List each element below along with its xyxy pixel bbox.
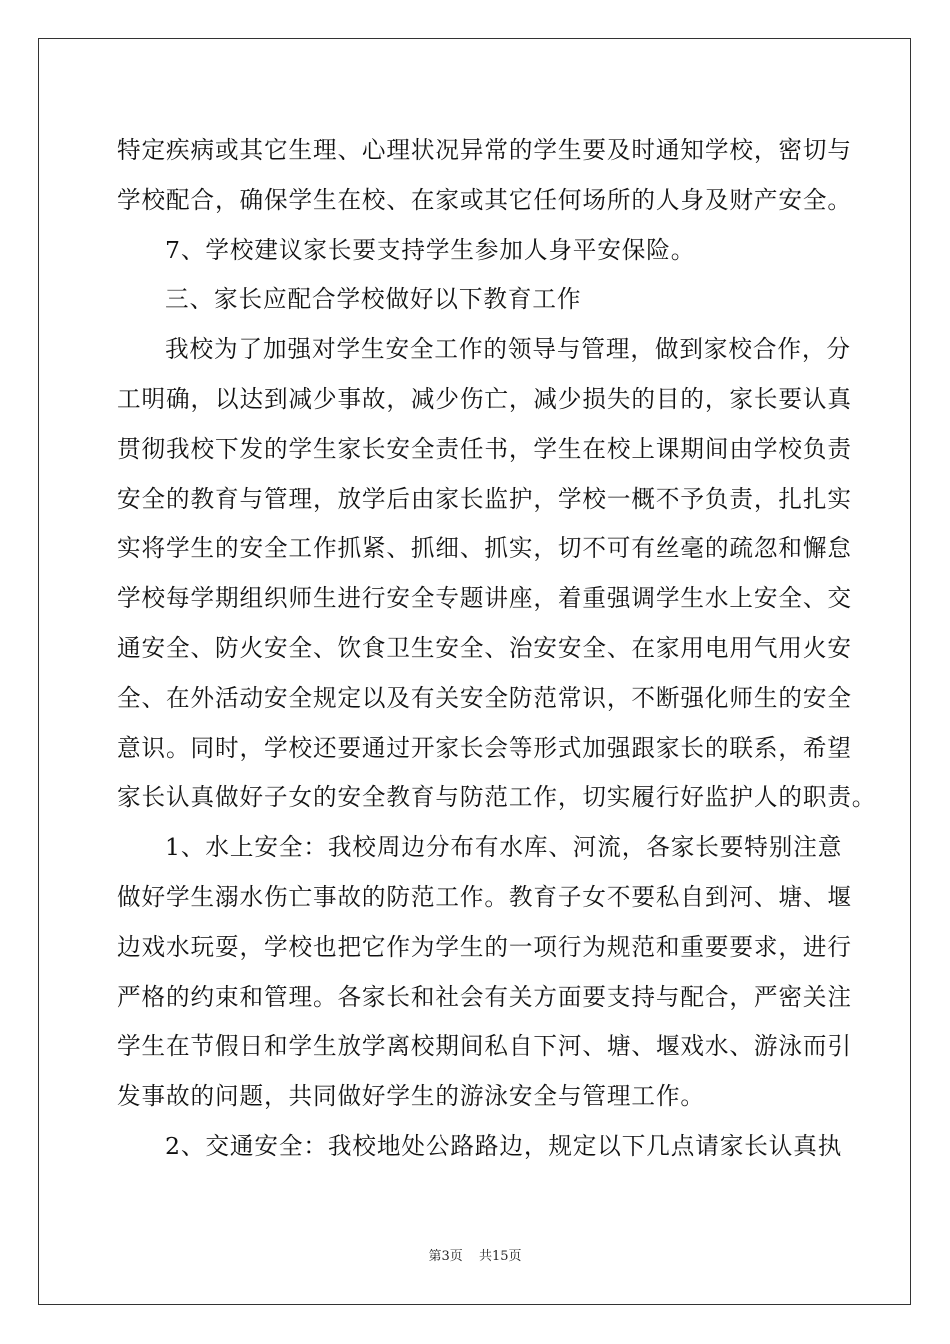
text-line: 发事故的问题，共同做好学生的游泳安全与管理工作。 — [117, 1082, 705, 1111]
text-line: 1、水上安全：我校周边分布有水库、河流，各家长要特别注意 — [165, 833, 843, 862]
text-line: 全、在外活动安全规定以及有关安全防范常识，不断强化师生的安全 — [117, 683, 852, 712]
text-line: 我校为了加强对学生安全工作的领导与管理，做到家校合作，分 — [165, 335, 851, 364]
text-line: 三、家长应配合学校做好以下教育工作 — [165, 285, 582, 314]
text-line: 做好学生溺水伤亡事故的防范工作。教育子女不要私自到河、塘、堰 — [117, 882, 852, 911]
text-line: 学校配合，确保学生在校、在家或其它任何场所的人身及财产安全。 — [117, 185, 852, 214]
page-footer — [0, 1245, 950, 1264]
text-line: 严格的约束和管理。各家长和社会有关方面要支持与配合，严密关注 — [117, 982, 852, 1011]
text-line: 实将学生的安全工作抓紧、抓细、抓实，切不可有丝毫的疏忽和懈怠 — [117, 534, 852, 563]
text-line: 边戏水玩耍，学校也把它作为学生的一项行为规范和重要要求，进行 — [117, 932, 852, 961]
text-line: 学校每学期组织师生进行安全专题讲座，着重强调学生水上安全、交 — [117, 584, 852, 613]
text-line: 学生在节假日和学生放学离校期间私自下河、塘、堰戏水、游泳而引 — [117, 1032, 852, 1061]
text-line: 工明确，以达到减少事故，减少伤亡，减少损失的目的，家长要认真 — [117, 384, 852, 413]
text-line: 意识。同时，学校还要通过开家长会等形式加强跟家长的联系，希望 — [117, 733, 852, 762]
page-number: 第3页 — [428, 1249, 463, 1264]
text-line: 通安全、防火安全、饮食卫生安全、治安安全、在家用电用气用火安 — [117, 633, 852, 662]
text-line: 7、学校建议家长要支持学生参加人身平安保险。 — [165, 235, 696, 264]
text-line: 特定疾病或其它生理、心理状况异常的学生要及时通知学校，密切与 — [117, 136, 852, 164]
document-body — [117, 130, 877, 1176]
text-line: 安全的教育与管理，放学后由家长监护，学校一概不予负责，扎扎实 — [117, 484, 852, 513]
text-line: 家长认真做好子女的安全教育与防范工作，切实履行好监护人的职责。 — [117, 783, 877, 812]
text-line: 贯彻我校下发的学生家长安全责任书，学生在校上课期间由学校负责 — [117, 434, 852, 463]
text-line: 2、交通安全：我校地处公路路边，规定以下几点请家长认真执 — [165, 1131, 843, 1160]
page-total: 共15页 — [478, 1249, 522, 1264]
